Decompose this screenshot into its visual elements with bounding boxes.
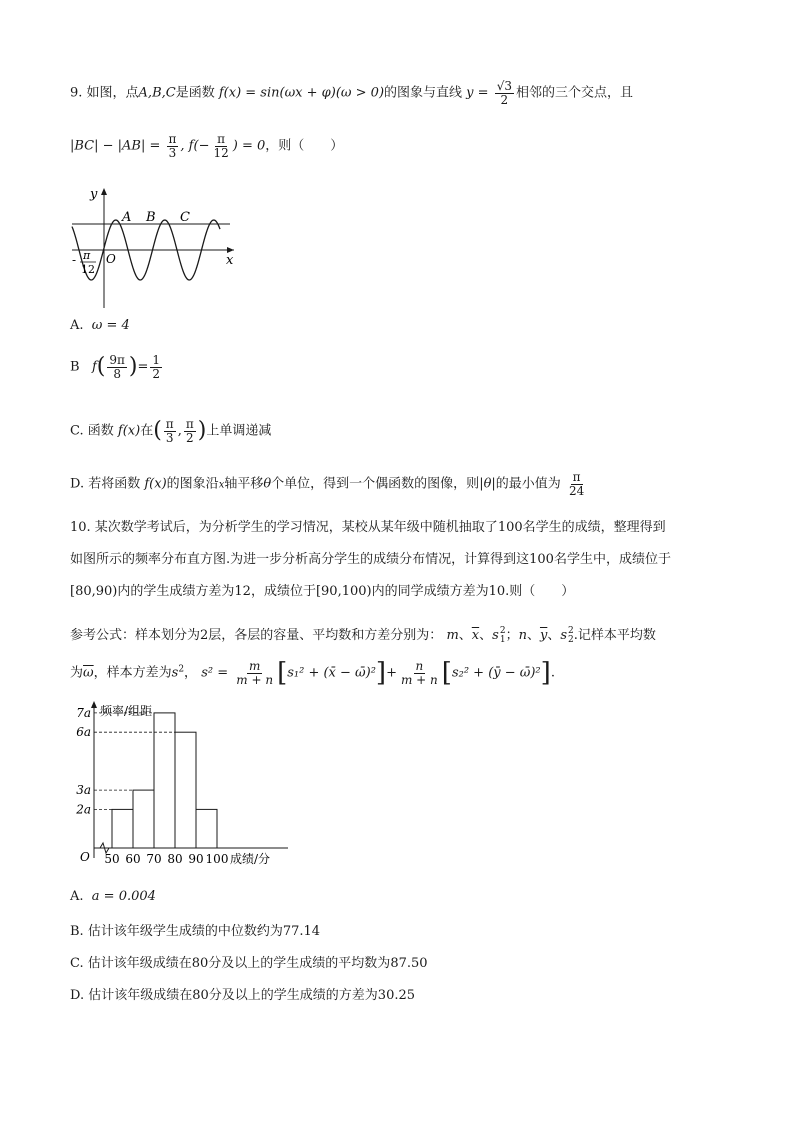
q10-option-d[interactable]: D. 估计该年级成绩在80分及以上的学生成绩的方差为30.25 bbox=[70, 988, 416, 1003]
hist-ytick-6a: 6a bbox=[76, 725, 91, 740]
q9-option-d[interactable]: D. 若将函数 f(x)的图象沿x轴平移θ个单位，得到一个偶函数的图像，则|θ|的最小值为 $\frac{\pi}{24}$ bbox=[70, 470, 585, 498]
q10-option-b[interactable]: B. 估计该年级学生成绩的中位数约为77.14 bbox=[70, 924, 321, 939]
hist-bar-90 bbox=[196, 809, 217, 848]
hist-origin: O bbox=[80, 850, 90, 864]
twelve-label: 12 bbox=[81, 263, 95, 276]
hist-xtick-70: 70 bbox=[146, 852, 162, 866]
hist-bar-70 bbox=[154, 713, 175, 848]
hist-xtick-50: 50 bbox=[104, 852, 120, 866]
q10-option-c[interactable]: C. 估计该年级成绩在80分及以上的学生成绩的平均数为87.50 bbox=[70, 956, 428, 971]
q10-line3: [80,90)内的学生成绩方差为12，成绩位于[90,100)内的同学成绩方差为10.则（ ） bbox=[70, 584, 575, 599]
hist-bar-60 bbox=[133, 790, 154, 848]
q9-option-a[interactable]: A. ω = 4 bbox=[70, 318, 130, 333]
origin-label: O bbox=[106, 252, 116, 266]
point-a-label: A bbox=[122, 210, 132, 225]
q9-line1: 9. 如图，点A,B,C是函数 f(x) = sin(ωx + φ)(ω > 0)的图象与直线 y = $\frac{√3}{2}$ 相邻的三个交点，且 bbox=[70, 79, 633, 107]
q10-line1: 10. 某次数学考试后，为分析学生的学习情况，某校从某年级中随机抽取了100名学生的成绩，整理得到 bbox=[70, 520, 666, 535]
q10-frequency-histogram bbox=[62, 698, 292, 870]
hist-bar-50 bbox=[112, 809, 133, 848]
q10-option-a[interactable]: A. a = 0.004 bbox=[70, 889, 156, 904]
hist-xlabel: 成绩/分 bbox=[230, 852, 271, 866]
hist-y-axis-arrow bbox=[91, 701, 97, 708]
neg-sign: - bbox=[72, 253, 77, 267]
hist-ytick-3a: 3a bbox=[76, 783, 91, 798]
point-b-label: B bbox=[146, 210, 156, 225]
q10-reference-line2: 为$\overline{\omega}$，样本方差为$s^2$， s² = $\frac{m}{m + n}$ [s₁² + (x̄ − ω̄)²]+ $\frac{n}{m + n}$ [s₂² + (ȳ − ω̄)²]. bbox=[70, 658, 555, 689]
hist-xtick-100: 100 bbox=[205, 852, 229, 866]
q10-line2: 如图所示的频率分布直方图.为进一步分析高分学生的成绩分布情况，计算得到这100名学生中，成绩位于 bbox=[70, 552, 671, 567]
q9-sine-graph bbox=[68, 182, 243, 312]
hist-bar-80 bbox=[175, 732, 196, 848]
hist-xtick-90: 90 bbox=[188, 852, 204, 866]
hist-xtick-80: 80 bbox=[167, 852, 183, 866]
hist-ytick-2a: 2a bbox=[76, 802, 91, 817]
hist-ytick-7a: 7a bbox=[76, 705, 91, 720]
x-label: x bbox=[226, 253, 234, 268]
q9-option-b[interactable]: B f( $\frac{9\pi}{8}$ )= $\frac{1}{2}$ bbox=[70, 353, 161, 381]
q10-reference-line1: 参考公式：样本划分为2层，各层的容量、平均数和方差分别为： m、$\overline{x}$、s 2 1 ；n、$\overline{y}$、s 2 2 .记样本平均数 bbox=[70, 626, 656, 645]
q9-condition: |BC| − |AB| = $\frac{\pi}{3}$ , f(− $\frac{\pi}{12}$ ) = 0，则（ ） bbox=[70, 132, 344, 160]
y-label: y bbox=[90, 187, 98, 202]
point-c-label: C bbox=[180, 210, 190, 225]
pi-label: π bbox=[83, 249, 91, 262]
hist-xtick-60: 60 bbox=[125, 852, 141, 866]
y-axis-arrow bbox=[101, 188, 107, 195]
sqrt3-over-2: $\frac{√3}{2}$ bbox=[496, 79, 512, 107]
hist-ylabel: 频率/组距 bbox=[100, 704, 153, 718]
q9-option-c[interactable]: C. 函数 f(x)在( $\frac{\pi}{3}$ , $\frac{\pi}{2}$ )上单调递减 bbox=[70, 417, 272, 445]
